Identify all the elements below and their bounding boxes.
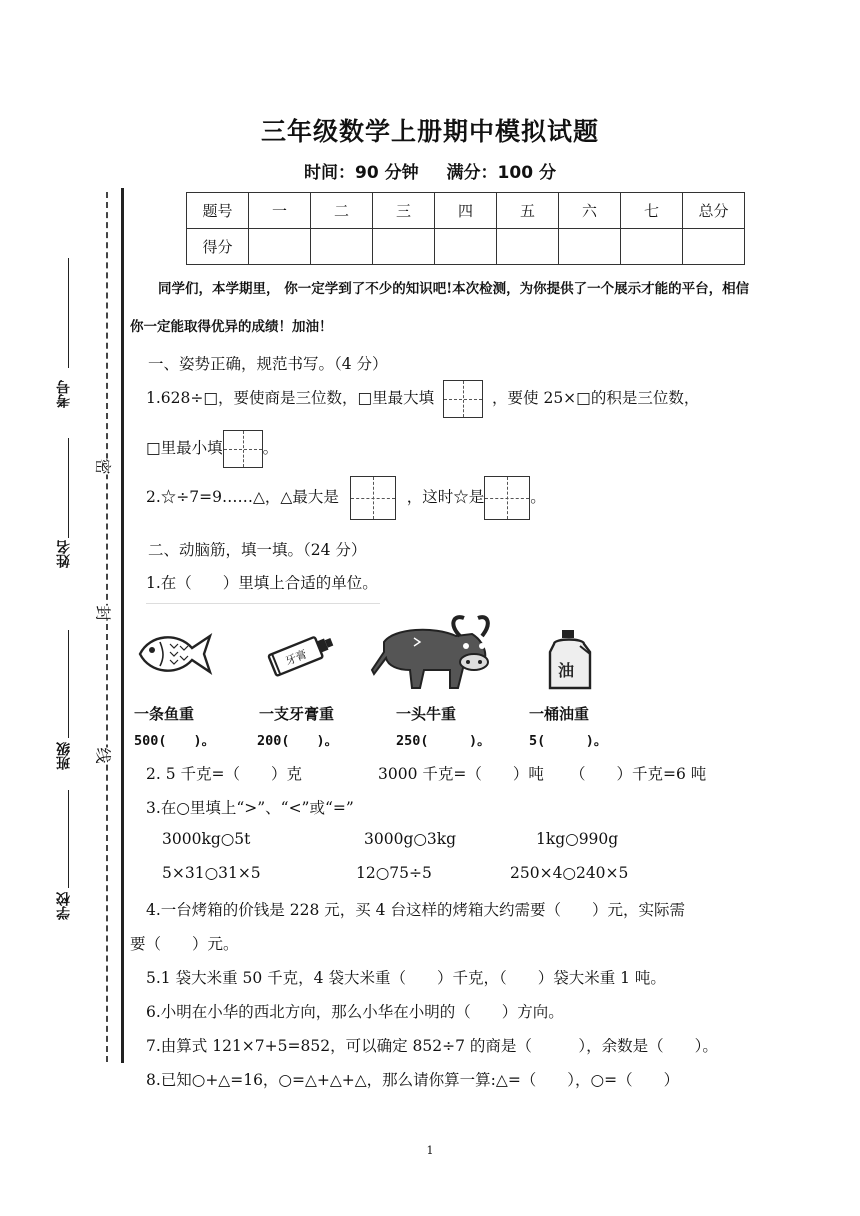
score-cell[interactable]	[683, 229, 745, 265]
caption-fish: 一条鱼重	[134, 705, 195, 723]
question-2-1: 1.在（ ）里填上合适的单位。	[146, 574, 378, 592]
compare-2-1: 5×31○31×5	[162, 864, 261, 882]
picture-strip-rule	[146, 603, 380, 604]
class-label: 班级	[56, 742, 72, 770]
question-1-1	[146, 380, 699, 418]
question-1-1-cont	[146, 430, 278, 468]
writing-grid-box[interactable]	[443, 380, 483, 418]
header-cell: 六	[559, 193, 621, 229]
score-cell[interactable]	[249, 229, 311, 265]
question-2-2b: 3000 千克=（ ）吨	[378, 765, 544, 783]
score-cell[interactable]	[621, 229, 683, 265]
writing-grid-box[interactable]	[484, 476, 530, 520]
compare-1-3: 1kg○990g	[536, 830, 619, 848]
header-cell: 五	[497, 193, 559, 229]
caption-toothpaste: 一支牙膏重	[259, 705, 335, 723]
weight-oil: 5( )。	[529, 733, 608, 749]
question-2-2a: 2. 5 千克=（ ）克	[146, 765, 302, 783]
score-cell[interactable]	[559, 229, 621, 265]
compare-2-2: 12○75÷5	[356, 864, 432, 882]
school-label: 学校	[56, 892, 72, 920]
header-cell: 四	[435, 193, 497, 229]
oil-label: 油	[558, 661, 575, 680]
score-cell[interactable]	[497, 229, 559, 265]
question-2-7: 7.由算式 121×7+5=852，可以确定 852÷7 的商是（ ），余数是（ ）。	[146, 1037, 718, 1055]
question-2-6: 6.小明在小华的西北方向，那么小华在小明的（ ）方向。	[146, 1003, 564, 1021]
question-2-5: 5.1 袋大米重 50 千克，4 袋大米重（ ）千克，（ ）袋大米重 1 吨。	[146, 969, 666, 987]
compare-1-2: 3000g○3kg	[364, 830, 457, 848]
header-cell: 一	[249, 193, 311, 229]
section2-heading: 二、动脑筋，填一填。（24 分）	[148, 541, 367, 559]
page-title: 三年级数学上册期中模拟试题	[260, 117, 599, 146]
page-number: 1	[426, 1144, 434, 1157]
caption-ox: 一头牛重	[396, 705, 457, 723]
seal-char-feng: 封	[93, 605, 116, 621]
q2-text-c: 。	[530, 488, 546, 506]
name-label: 姓名	[56, 540, 72, 568]
header-cell: 题号	[187, 193, 249, 229]
q1-text-c: □里最小填	[146, 439, 223, 457]
compare-2-3: 250×4○240×5	[510, 864, 629, 882]
intro-text: 同学们，本学期里， 你一定学到了不少的知识吧!本次检测，为你提供了一个展示才能的平台，相信你一定能取得优异的成绩！加油！	[130, 281, 750, 335]
weight-toothpaste: 200( )。	[257, 733, 339, 749]
exam-number-field[interactable]	[68, 258, 69, 368]
score-table-header-row	[187, 193, 745, 229]
header-cell: 七	[621, 193, 683, 229]
section1-heading: 一、姿势正确，规范书写。（4 分）	[148, 355, 388, 373]
compare-1-1: 3000kg○5t	[162, 830, 251, 848]
score-cell[interactable]	[435, 229, 497, 265]
name-field[interactable]	[68, 438, 69, 538]
question-2-8: 8.已知○+△=16，○=△+△+△，那么请你算一算:△=（ ），○=（ ）	[146, 1071, 680, 1089]
toothpaste-label: 牙膏	[283, 647, 309, 668]
question-1-2	[146, 476, 546, 520]
score-table	[186, 192, 745, 265]
weight-fish: 500( )。	[134, 733, 216, 749]
seal-char-xian: 线	[93, 747, 116, 763]
score-cell[interactable]	[311, 229, 373, 265]
header-cell: 二	[311, 193, 373, 229]
full-score-info: 满分：100 分	[446, 163, 556, 183]
class-field[interactable]	[68, 630, 69, 738]
q1-text-b: ，要使 25×□的积是三位数，	[492, 389, 700, 407]
time-info: 时间：90 分钟	[304, 163, 419, 183]
question-2-3: 3.在○里填上“>”、“<”或“=”	[146, 799, 354, 817]
question-2-4-cont: 要（ ）元。	[130, 935, 239, 953]
caption-oil: 一桶油重	[529, 705, 590, 723]
q2-text-a: 2.☆÷7=9……△，△最大是	[146, 488, 339, 506]
weight-ox: 250( )。	[396, 733, 491, 749]
subtitle	[0, 158, 860, 183]
seal-char-mi: 密	[93, 458, 116, 474]
question-2-4: 4.一台烤箱的价钱是 228 元，买 4 台这样的烤箱大约需要（ ）元，实际需	[146, 901, 685, 919]
writing-grid-box[interactable]	[350, 476, 396, 520]
writing-grid-box[interactable]	[223, 430, 263, 468]
toothpaste-icon	[264, 628, 344, 678]
header-cell: 三	[373, 193, 435, 229]
question-2-2c: （ ）千克=6 吨	[570, 765, 707, 783]
score-table-score-row	[187, 229, 745, 265]
header-cell: 总分	[683, 193, 745, 229]
q1-text-a: 1.628÷□，要使商是三位数，□里最大填	[146, 389, 435, 407]
score-row-label: 得分	[187, 229, 249, 265]
oil-bottle-icon	[544, 628, 596, 692]
score-cell[interactable]	[373, 229, 435, 265]
exam-number-label: 考号	[56, 380, 72, 408]
ox-icon	[364, 612, 514, 694]
dashed-cut-line	[106, 192, 108, 1062]
fish-icon	[134, 628, 214, 678]
binding-solid-line	[121, 188, 124, 1063]
q1-text-d: 。	[262, 439, 279, 457]
q2-text-b: ，这时☆是	[406, 488, 485, 506]
school-field[interactable]	[68, 790, 69, 888]
